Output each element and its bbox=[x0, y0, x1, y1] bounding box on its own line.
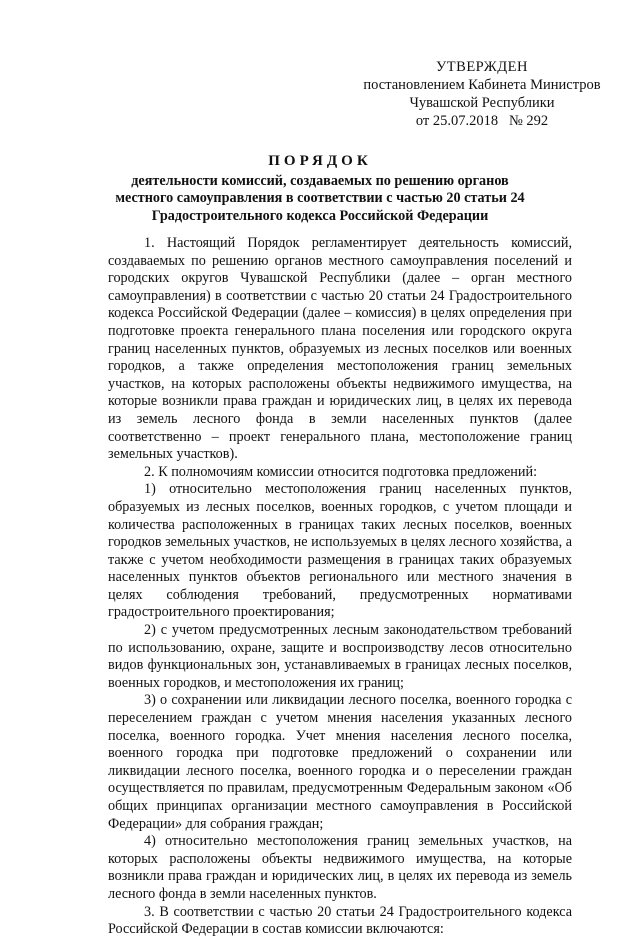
paragraph: 4) относительно местоположения границ земельных участков, на которых расположены объекты недвижимого имущества, на которые возникли права граждан и юридических лиц, в целях их перевода из земель лесного фонда в земли населенных пунктов. bbox=[108, 833, 572, 902]
document-title bbox=[100, 153, 540, 225]
paragraph: 1. Настоящий Порядок регламентирует деятельность комиссий, создаваемых по решению органов местного самоуправления поселений и городских округов Чувашской Республики (далее – орган местного самоуправления) в соответствии с частью 20 статьи 24 Градостроительного кодекса Российской Федерации (далее – комиссия) в целях определения при подготовке проекта генерального плана поселения или городского округа границ населенных пунктов, образуемых из лесных поселков или военных городков, а также определения местоположения границ земельных участков, на которых расположены объекты недвижимого имущества, на которые возникли права граждан и юридических лиц, в целях их перевода из земель лесного фонда в земли населенных пунктов (далее соответственно – проект генерального плана, местоположение границ земельных участков). bbox=[108, 235, 572, 463]
title-line: местного самоуправления в соответствии с частью 20 статьи 24 bbox=[115, 190, 525, 206]
paragraph: 1) относительно местоположения границ населенных пунктов, образуемых из лесных поселков, военных городков, с учетом площади и количества расположенных в границах таких лесных поселков, военных городков земельных участков, не используемых в целях лесного хозяйства, а также с учетом необходимости размещения в границах таких образуемых населенных пунктов объектов регионального или местного значения в целях соблюдения требований, предусмотренных нормативами градостроительного проектирования; bbox=[108, 481, 572, 621]
approval-heading: УТВЕРЖДЕН bbox=[436, 59, 528, 75]
document-body bbox=[108, 235, 572, 939]
approval-date: от 25.07.2018 № 292 bbox=[415, 113, 549, 129]
title-word: ПОРЯДОК bbox=[268, 153, 372, 169]
approval-line: постановлением Кабинета Министров bbox=[363, 77, 601, 93]
paragraph: 3. В соответствии с частью 20 статьи 24 Градостроительного кодекса Российской Федерации в состав комиссии включаются: bbox=[108, 903, 572, 938]
approval-stamp bbox=[362, 58, 602, 130]
approval-line: Чувашской Республики bbox=[409, 95, 555, 111]
paragraph: 3) о сохранении или ликвидации лесного поселка, военного городка с переселением граждан с учетом мнения населения указанных лесного поселка, военного городка. Учет мнения населения лесного поселка, военного городка при подготовке предложений о сохранении или ликвидации лесного поселка, военного городка и о переселении граждан осуществляется по правилам, предусмотренным Федеральным законом «Об общих принципах организации местного самоуправления в Российской Федерации» для собрания граждан; bbox=[108, 692, 572, 832]
title-line: Градостроительного кодекса Российской Федерации bbox=[151, 207, 489, 224]
paragraph: 2) с учетом предусмотренных лесным законодательством требований по использованию, охране, защите и воспроизводству лесов относительно видов функциональных зон, устанавливаемых в границах лесных поселков, военных городков, и местоположения их границ; bbox=[108, 622, 572, 691]
paragraph: 2. К полномочиям комиссии относится подготовка предложений: bbox=[144, 463, 538, 480]
title-line: деятельности комиссий, создаваемых по решению органов bbox=[131, 172, 509, 189]
